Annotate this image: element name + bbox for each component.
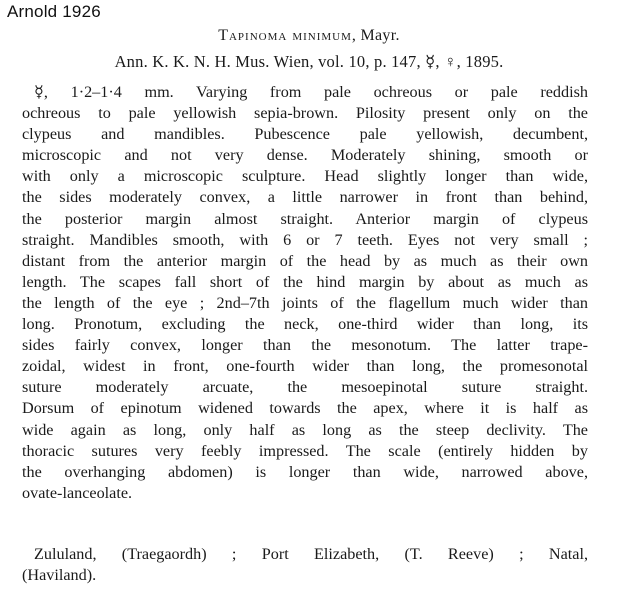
description-line: length. The scapes fall short of the hind margin by about as much as [22,272,588,291]
description-line: the posterior margin almost straight. Anterior margin of clypeus [22,209,588,228]
description-line: zoidal, widest in front, one-fourth wider than long, the promesonotal [22,357,588,376]
description-line: ☿, 1·2–1·4 mm. Varying from pale ochreous or pale reddish [34,83,588,101]
description-line: the overhanging abdomen) is longer than wide, narrowed above, [22,462,588,481]
title-separator: , [351,27,361,44]
document-label: Arnold 1926 [7,2,101,21]
description-line: microscopic and not very dense. Moderately shining, smooth or [22,146,588,165]
species-author: Mayr. [360,27,400,44]
description-line: suture moderately arcuate, the mesoepinotal suture straight. [22,378,588,397]
description-line: wide again as long, only half as long as the steep declivity. The [22,420,588,439]
description-line: sides fairly convex, longer than the mesonotum. The latter trape- [22,336,588,355]
description-line: distant from the anterior margin of the head by as much as their own [22,251,588,270]
species-name: Tapinoma minimum [218,27,352,44]
species-title [0,27,618,45]
description-line: ovate-lanceolate. [22,483,133,502]
description-line: Dorsum of epinotum widened towards the apex, where it is half as [22,399,588,418]
description-line: the sides moderately convex, a little narrower in front than behind, [22,188,588,207]
localities-paragraph [22,544,588,586]
locality-line: (Haviland). [22,566,97,585]
citation: Ann. K. K. N. H. Mus. Wien, vol. 10, p. 147, ☿, ♀, 1895. [114,52,504,71]
description-line: the length of the eye ; 2nd–7th joints of the flagellum much wider than [22,293,588,312]
description-line: with only a microscopic sculpture. Head slightly longer than wide, [22,167,588,186]
description-line: long. Pronotum, excluding the neck, one-third wider than long, its [22,315,588,334]
description-line: ochreous to pale yellowish sepia-brown. Pilosity present only on the [22,104,588,123]
description-line: thoracic sutures very feebly impressed. The scale (entirely hidden by [22,441,588,460]
description-line: straight. Mandibles smooth, with 6 or 7 teeth. Eyes not very small ; [22,230,588,249]
description-line: clypeus and mandibles. Pubescence pale yellowish, decumbent, [22,125,588,144]
locality-line: Zululand, (Traegaordh) ; Port Elizabeth, (T. Reeve) ; Natal, [34,545,588,563]
description-paragraph [22,82,588,504]
